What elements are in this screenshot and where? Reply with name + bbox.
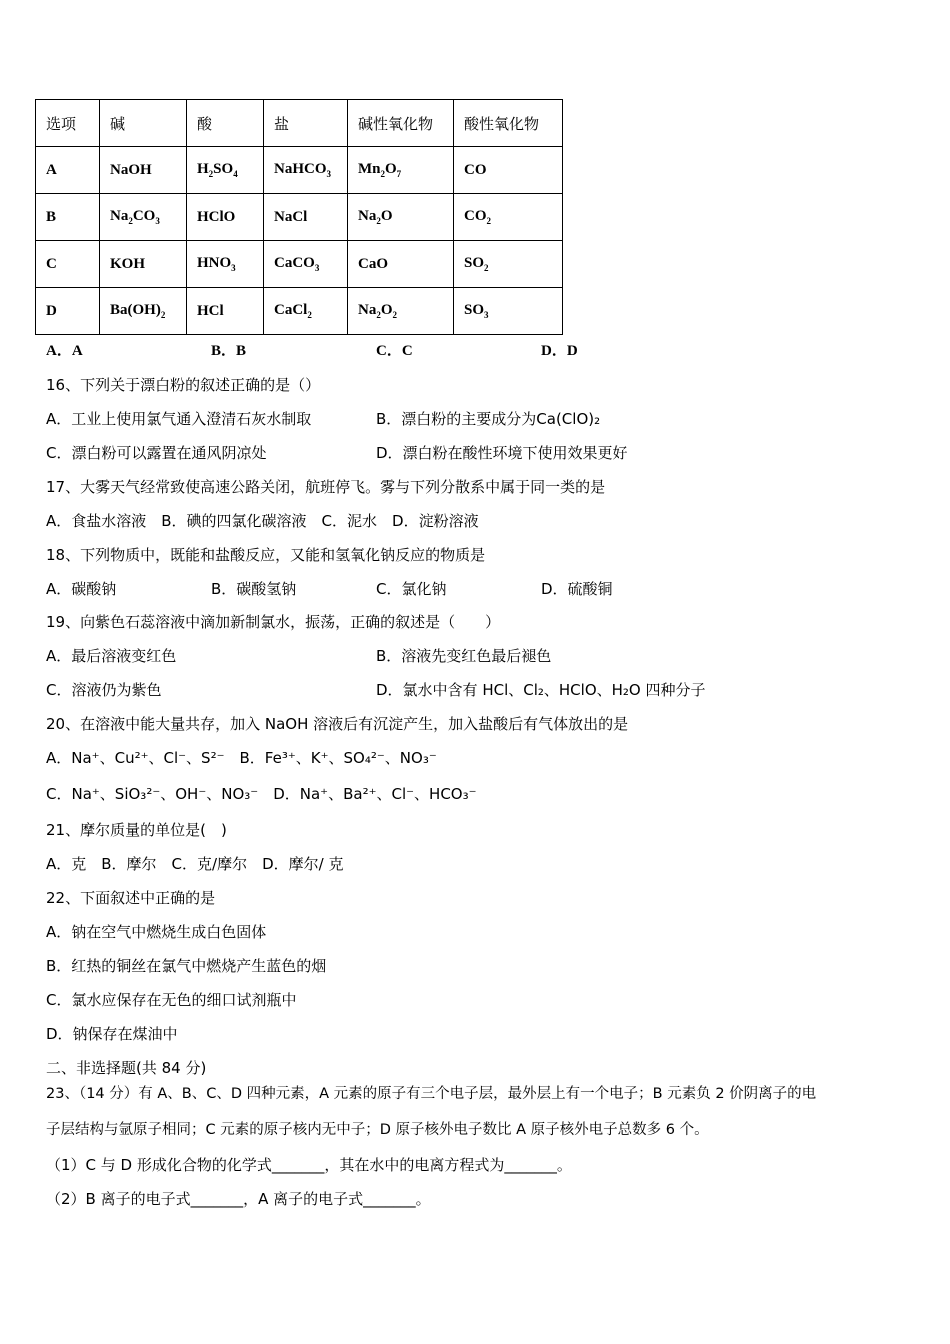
- table-header-cell: 酸性氧化物: [454, 100, 563, 147]
- q22-option-b: B．红热的铜丝在氯气中燃烧产生蓝色的烟: [46, 957, 327, 975]
- table-row: [36, 147, 563, 194]
- table-row: [36, 241, 563, 288]
- table-cell: $Na_2O$: [348, 194, 454, 241]
- q18-option-d: D．硫酸铜: [541, 580, 613, 598]
- table-cell: HCl: [187, 288, 264, 335]
- q21-stem: 21、摩尔质量的单位是( ): [46, 821, 227, 839]
- section-heading: 二、非选择题(共 84 分): [46, 1059, 207, 1077]
- table-cell: $Ba(OH)_2$: [100, 288, 187, 335]
- q22-option-c: C．氯水应保存在无色的细口试剂瓶中: [46, 991, 297, 1009]
- q19-option-b: B．溶液先变红色最后褪色: [376, 647, 552, 665]
- q16-option-a: A．工业上使用氯气通入澄清石灰水制取: [46, 410, 312, 428]
- q23-stem-line2: 子层结构与氩原子相同；C 元素的原子核内无中子；D 原子核外电子数比 A 原子核外电子总数多 6 个。: [46, 1122, 709, 1138]
- table-header-cell: 酸: [187, 100, 264, 147]
- table-cell: CaCl$_2$: [264, 288, 348, 335]
- table-cell: NaOH: [100, 147, 187, 194]
- table-cell: $Na_2O_2$: [348, 288, 454, 335]
- q16-option-b: B．漂白粉的主要成分为Ca(ClO)₂: [376, 410, 601, 428]
- table-option-label: A: [36, 147, 100, 194]
- q16-option-c: C．漂白粉可以露置在通风阴凉处: [46, 444, 267, 462]
- table-header-cell: 选项: [36, 100, 100, 147]
- table-cell: CaCO$_3$: [264, 241, 348, 288]
- q23-part1: （1）C 与 D 形成化合物的化学式_______，其在水中的电离方程式为_______。: [46, 1156, 572, 1174]
- table-cell: CO: [454, 147, 563, 194]
- q16-option-d: D．漂白粉在酸性环境下使用效果更好: [376, 444, 628, 462]
- q22-option-d: D．钠保存在煤油中: [46, 1025, 178, 1043]
- table-header-cell: 盐: [264, 100, 348, 147]
- options-table: [35, 99, 563, 335]
- q17-stem: 17、大雾天气经常致使高速公路关闭，航班停飞。雾与下列分散系中属于同一类的是: [46, 478, 606, 496]
- q17-options: A．食盐水溶液 B．碘的四氯化碳溶液 C．泥水 D．淀粉溶液: [46, 512, 479, 530]
- q19-stem: 19、向紫色石蕊溶液中滴加新制氯水，振荡，正确的叙述是（ ）: [46, 613, 501, 631]
- q21-options: A．克 B．摩尔 C．克/摩尔 D．摩尔/ 克: [46, 855, 344, 873]
- q20-stem: 20、在溶液中能大量共存，加入 NaOH 溶液后有沉淀产生，加入盐酸后有气体放出的是: [46, 715, 629, 733]
- q20-options-cd: C．Na⁺、SiO₃²⁻、OH⁻、NO₃⁻ D．Na⁺、Ba²⁺、Cl⁻、HCO₃⁻: [46, 785, 477, 803]
- q18-option-a: A．碳酸钠: [46, 580, 117, 598]
- q16-stem: 16、下列关于漂白粉的叙述正确的是（）: [46, 376, 321, 394]
- table-cell: $SO_2$: [454, 241, 563, 288]
- q19-option-d: D．氯水中含有 HCl、Cl₂、HClO、H₂O 四种分子: [376, 681, 706, 699]
- q23-part2: （2）B 离子的电子式_______，A 离子的电子式_______。: [46, 1190, 431, 1208]
- table-cell: $HNO_3$: [187, 241, 264, 288]
- q18-option-b: B．碳酸氢钠: [211, 580, 297, 598]
- table-cell: HClO: [187, 194, 264, 241]
- table-cell: $CO_2$: [454, 194, 563, 241]
- q15-option-c: C．C: [376, 343, 413, 359]
- table-header-row: [36, 100, 563, 147]
- table-row: [36, 288, 563, 335]
- q18-option-c: C．氯化钠: [376, 580, 447, 598]
- table-cell: KOH: [100, 241, 187, 288]
- q23-stem-line1: 23、（14 分）有 A、B、C、D 四种元素，A 元素的原子有三个电子层，最外层上有一个电子；B 元素负 2 价阴离子的电: [46, 1086, 817, 1102]
- table-cell: $Na_2CO_3$: [100, 194, 187, 241]
- q22-option-a: A．钠在空气中燃烧生成白色固体: [46, 923, 267, 941]
- q20-options-ab: A．Na⁺、Cu²⁺、Cl⁻、S²⁻ B．Fe³⁺、K⁺、SO₄²⁻、NO₃⁻: [46, 749, 437, 767]
- table-row: [36, 194, 563, 241]
- q15-option-b: B．B: [211, 343, 247, 359]
- table-cell: CaO: [348, 241, 454, 288]
- table-option-label: C: [36, 241, 100, 288]
- q22-stem: 22、下面叙述中正确的是: [46, 889, 216, 907]
- q15-option-a: A．A: [46, 343, 83, 359]
- table-cell: $Mn_2O_7$: [348, 147, 454, 194]
- table-header-cell: 碱性氧化物: [348, 100, 454, 147]
- table-cell: $SO_3$: [454, 288, 563, 335]
- table-cell: NaHCO$_3$: [264, 147, 348, 194]
- q15-option-d: D．D: [541, 343, 578, 359]
- q19-option-a: A．最后溶液变红色: [46, 647, 177, 665]
- table-cell: $H_2SO_4$: [187, 147, 264, 194]
- table-option-label: D: [36, 288, 100, 335]
- q18-stem: 18、下列物质中，既能和盐酸反应，又能和氢氧化钠反应的物质是: [46, 546, 486, 564]
- table-header-cell: 碱: [100, 100, 187, 147]
- table-cell: NaCl: [264, 194, 348, 241]
- q19-option-c: C．溶液仍为紫色: [46, 681, 162, 699]
- table-option-label: B: [36, 194, 100, 241]
